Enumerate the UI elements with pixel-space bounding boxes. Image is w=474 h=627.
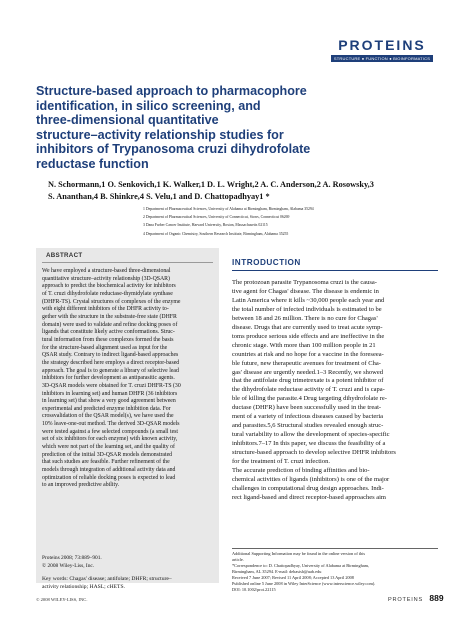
intro-line: gas' disease are urgently needed.1–3 Recently, we showed [232, 368, 383, 376]
abstract-line: which were not part of the learning set, and the quality of [42, 444, 175, 451]
intro-line: for the treatment of T. cruzi infection. [232, 458, 330, 466]
citation-info [42, 555, 216, 570]
affiliations [143, 205, 443, 238]
abstract-divider [42, 262, 213, 263]
title-line: reductase function [36, 156, 149, 171]
intro-line: inhibitors.7–17 In this paper, we discuss the feasibility of a [232, 440, 386, 448]
title-line: inhibitors of Trypanosoma cruzi dihydrofolate [36, 142, 311, 157]
keywords-line: activity relationship; HASL; cHETS. [42, 583, 125, 590]
abstract-line: models through integration of additional activity data and [42, 467, 176, 474]
abstract-line: to an improved predictive ability. [42, 482, 120, 489]
abstract-line: tural information from these complexes formed the basis [42, 336, 174, 343]
intro-line: rect ligand-based and direct receptor-based approaches aim [232, 493, 386, 501]
introduction-divider [232, 270, 438, 271]
intro-line: that the antifolate drug trimetrexate is a potent inhibitor of [232, 377, 384, 385]
abstract-line: (DHFR-TS). Crystal structures of complexes of the enzyme [42, 298, 181, 305]
intro-line: disease. Drugs that are currently used to treat acute symp- [232, 323, 383, 331]
abstract-line: inhibitors for further development as antiparasitic agents. [42, 375, 175, 382]
footnote-line: article. [232, 557, 244, 563]
abstract-line: approach. The goal is to generate a library of selective lead [42, 367, 179, 374]
footnote-line: Additional Supporting Information may be found in the online version of this [232, 551, 366, 556]
intro-line: countries at risk and no hope for a vaccine in the foreseea- [232, 350, 384, 358]
keywords [42, 576, 216, 591]
page-footer [388, 593, 444, 603]
affiliation-line: 1 Department of Pharmaceutical Sciences, University of Alabama at Birmingham, Birmingham, Alabama 35294 [143, 207, 314, 211]
abstract-line: crossvalidation of the QSAR model(s), we have used the [42, 413, 174, 420]
intro-line: toms produce serious side effects and are ineffective in the [232, 332, 385, 340]
footer-journal-name: PROTEINS [388, 597, 423, 603]
abstract-line: ligands that constitute likely active conformations. Struc- [42, 329, 175, 336]
intro-line: The protozoan parasite Trypanosoma cruzi is the causa- [232, 279, 377, 286]
intro-line: chemical activities of ligands (inhibitors) is one of the major [232, 475, 390, 483]
abstract-line: prediction of the initial 3D-QSAR models demonstrated [42, 451, 173, 458]
author-line: S. Ananthan,4 B. Shinkre,4 S. Velu,1 and D. Chattopadhyay1 * [48, 191, 270, 201]
intro-line: the dihydrofolate reductase activity of T. cruzi and is capa- [232, 386, 385, 394]
intro-line: ble future, new therapeutic avenues for treatment of Cha- [232, 359, 381, 367]
introduction-heading: INTRODUCTION [232, 258, 301, 267]
abstract-line: for the structure-based alignment used as input for the [42, 344, 168, 351]
intro-line: ment of a variety of infectious diseases caused by bacteria [232, 413, 384, 421]
abstract-line: We have employed a structure-based three-dimensional [42, 268, 171, 274]
article-title [36, 84, 436, 172]
abstract-line: of T. cruzi dihydrofolate reductase-thymidylate synthase [42, 290, 173, 297]
intro-line: challenges in computational drug design approaches. Indi- [232, 484, 384, 492]
abstract-line: in learning set) that show a very good agreement between [42, 398, 176, 405]
abstract-line: set of six inhibitors for each enzyme) with known activity, [42, 436, 178, 443]
affiliation-line: 3 Dana Farber Cancer Institute, Harvard University, Boston, Massachusetts 02115 [143, 223, 268, 228]
intro-line: structure-based approach to develop selective DHFR inhibitors [232, 449, 396, 457]
author-line: N. Schormann,1 O. Senkovich,1 K. Walker,1 D. L. Wright,2 A. C. Anderson,2 A. Rosowsky,3 [48, 180, 374, 189]
footnote-line: DOI: 10.1002/prot.22115 [232, 587, 276, 593]
title-line: identification, in silico screening, and [36, 98, 261, 113]
title-line: structure–activity relationship studies for [36, 127, 284, 142]
keywords-line: Key words: Chagas' disease; antifolate; DHFR; structure– [42, 576, 172, 582]
citation-line: © 2008 Wiley-Liss, Inc. [42, 562, 95, 569]
author-list [48, 179, 448, 202]
abstract-heading: ABSTRACT [46, 252, 83, 259]
intro-line: tural variability to allow the development of species-specific [232, 431, 390, 439]
abstract-line: that such studies are feasible. Further refinement of the [42, 459, 170, 466]
intro-line: ble of killing the parasite.4 Drug targeting dihydrofolate re- [232, 395, 387, 403]
abstract-line: 3D-QSAR models were obtained for T. cruzi DHFR-TS (30 [42, 382, 181, 389]
copyright-footer: © 2008 WILEY-LISS, INC. [36, 597, 88, 602]
abstract-line: QSAR study. Contrary to indirect ligand-based approaches [42, 352, 179, 359]
intro-line: and parasites.5,6 Structural studies revealed enough struc- [232, 422, 384, 430]
journal-logo-word: PROTEINS [338, 37, 426, 53]
intro-line: Latin America where it kills ~30,000 people each year and [232, 296, 385, 304]
abstract-line: with eight different inhibitors of the DHFR activity to- [42, 306, 169, 313]
intro-line: the total number of infected individuals is estimated to be [232, 305, 382, 313]
footnote-divider [232, 548, 438, 549]
title-line: Structure-based approach to pharmacophore [36, 84, 307, 98]
abstract-line: gether with the structure in the substrate-free state (DHFR [42, 313, 177, 320]
footnote-line: Birmingham, AL 35294. E-mail: debasish@uab.edu [232, 569, 322, 575]
abstract-line: experimental and predicted enzyme inhibition data. For [42, 405, 171, 412]
journal-logo-tagline: STRUCTURE ● FUNCTION ● BIOINFORMATICS [331, 55, 433, 62]
citation-line: Proteins 2008; 73:889–901. [42, 555, 102, 561]
abstract-line: were tested against a few selected compounds (a small test [42, 428, 179, 435]
abstract-text [42, 268, 216, 490]
intro-line: The accurate prediction of binding affinities and bio- [232, 467, 370, 475]
abstract-line: optimization of reliable docking poses is expected to lead [42, 474, 176, 481]
journal-logo [331, 38, 433, 67]
abstract-line: inhibitors in learning set) and human DHFR (36 inhibitors [42, 390, 178, 397]
title-line: three-dimensional quantitative [36, 113, 219, 128]
footnote-line: Received 7 June 2007; Revised 11 April 2008; Accepted 13 April 2008 [232, 575, 354, 581]
intro-line: ductase (DHFR) have been successfully used in the treat- [232, 404, 382, 412]
intro-line: chronic stage. With more than 100 million people in 21 [232, 341, 376, 349]
footnote-line: Published online 5 June 2008 in Wiley InterScience (www.interscience.wiley.com). [232, 581, 376, 587]
footnotes [232, 551, 438, 593]
intro-line: between 18 and 26 million. There is no cure for Chagas' [232, 314, 378, 322]
introduction-text [232, 279, 440, 503]
affiliation-line: 2 Department of Pharmaceutical Sciences, University of Connecticut, Storrs, Connecticut 06269 [143, 215, 290, 220]
intro-line: tive agent for Chagas' disease. The disease is endemic in [232, 287, 379, 295]
abstract-line: quantitative structure–activity relationship (3D-QSAR) [42, 275, 170, 282]
page-number: 889 [429, 593, 444, 603]
footnote-line: *Correspondence to: D. Chattopadhyay, University of Alabama at Birmingham, [232, 563, 370, 569]
abstract-line: approach to predict the biochemical activity for inhibitors [42, 283, 176, 290]
abstract-line: the strategy described here employs a direct receptor-based [42, 359, 180, 366]
abstract-line: domain) were used to validate and refine docking poses of [42, 321, 178, 328]
affiliation-line: 4 Department of Organic Chemistry, Southern Research Institute, Birmingham, Alabama 35255 [143, 231, 289, 236]
abstract-line: 10% leave-one-out method. The derived 3D-QSAR models [42, 421, 180, 428]
